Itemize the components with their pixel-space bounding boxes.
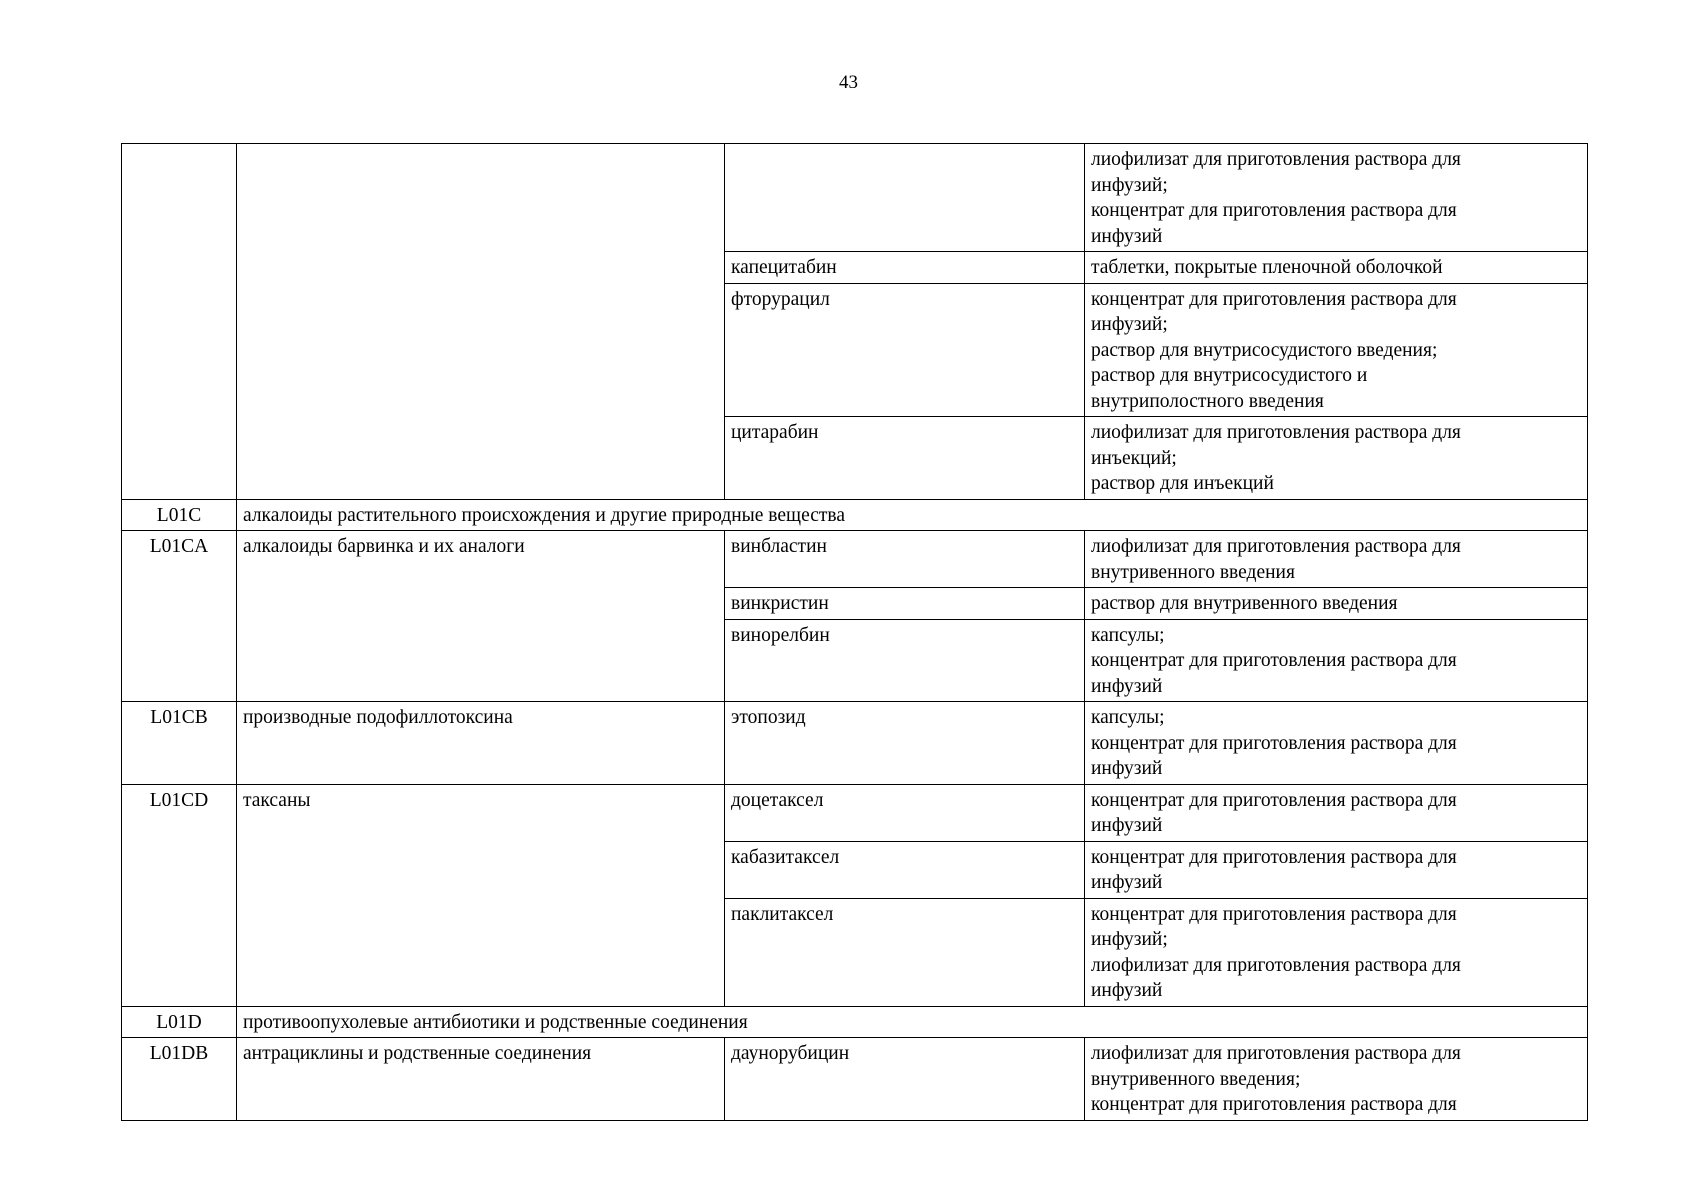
form-line: раствор для инъекций	[1091, 473, 1274, 494]
drug-cell: этопозид	[725, 702, 1085, 785]
table-row	[122, 702, 1588, 785]
form-line: инъекций;	[1091, 447, 1177, 469]
form-line: раствор для внутривенного введения	[1091, 593, 1398, 614]
form-line: инфузий;	[1091, 174, 1168, 196]
form-cell	[1085, 417, 1588, 500]
form-cell	[1085, 588, 1588, 620]
atc-code-cell: L01DB	[122, 1038, 237, 1121]
form-line: инфузий;	[1091, 314, 1168, 335]
form-line: инфузий	[1091, 872, 1163, 893]
group-heading-cell: алкалоиды растительного происхождения и другие природные вещества	[237, 499, 1588, 531]
form-line: концентрат для приготовления раствора для	[1091, 650, 1457, 671]
group-cell: производные подофиллотоксина	[237, 702, 725, 785]
form-line: лиофилизат для приготовления раствора для	[1091, 149, 1461, 170]
group-cell: антрациклины и родственные соединения	[237, 1038, 725, 1121]
form-cell	[1085, 283, 1588, 417]
drug-table	[121, 143, 1588, 1121]
form-line: концентрат для приготовления раствора для	[1091, 732, 1457, 754]
form-line: таблетки, покрытые пленочной оболочкой	[1091, 257, 1443, 278]
form-cell	[1085, 1038, 1588, 1121]
form-cell	[1085, 702, 1588, 785]
atc-code-cell: L01CB	[122, 702, 237, 785]
page-number: 43	[839, 72, 858, 93]
form-line: инфузий	[1091, 675, 1163, 697]
form-line: инфузий	[1091, 225, 1163, 247]
form-cell	[1085, 619, 1588, 702]
form-line: концентрат для приготовления раствора для	[1091, 1094, 1457, 1115]
group-heading-cell: противоопухолевые антибиотики и родственные соединения	[237, 1006, 1588, 1038]
form-line: инфузий	[1091, 758, 1163, 779]
drug-cell: кабазитаксел	[725, 841, 1085, 898]
form-line: концентрат для приготовления раствора для	[1091, 288, 1457, 310]
drug-cell: цитарабин	[725, 417, 1085, 500]
form-line: лиофилизат для приготовления раствора для	[1091, 536, 1461, 557]
form-line: внутриполостного введения	[1091, 390, 1324, 412]
table-row	[122, 1006, 1588, 1038]
drug-cell: винкристин	[725, 588, 1085, 620]
form-cell	[1085, 531, 1588, 588]
form-line: внутривенного введения;	[1091, 1068, 1301, 1090]
drug-cell: паклитаксел	[725, 898, 1085, 1006]
drug-cell: винбластин	[725, 531, 1085, 588]
table-row	[122, 144, 1588, 252]
table-row	[122, 499, 1588, 531]
drug-cell: капецитабин	[725, 252, 1085, 284]
form-line: раствор для внутрисосудистого введения;	[1091, 339, 1438, 361]
form-cell	[1085, 841, 1588, 898]
form-line: концентрат для приготовления раствора для	[1091, 903, 1457, 925]
drug-cell: фторурацил	[725, 283, 1085, 417]
form-line: лиофилизат для приготовления раствора для	[1091, 1043, 1461, 1064]
table-row	[122, 531, 1588, 588]
form-line: инфузий;	[1091, 929, 1168, 950]
drug-cell	[725, 144, 1085, 252]
form-line: концентрат для приготовления раствора для	[1091, 200, 1457, 221]
drug-cell: винорелбин	[725, 619, 1085, 702]
group-cell: алкалоиды барвинка и их аналоги	[237, 531, 725, 702]
atc-code-cell	[122, 144, 237, 500]
drug-cell: доцетаксел	[725, 784, 1085, 841]
form-line: лиофилизат для приготовления раствора для	[1091, 422, 1461, 443]
form-line: инфузий	[1091, 815, 1163, 836]
drug-cell: даунорубицин	[725, 1038, 1085, 1121]
form-line: капсулы;	[1091, 707, 1165, 728]
atc-code-cell: L01CD	[122, 784, 237, 1006]
form-line: концентрат для приготовления раствора для	[1091, 846, 1457, 868]
form-line: внутривенного введения	[1091, 561, 1295, 583]
form-cell	[1085, 898, 1588, 1006]
form-line: концентрат для приготовления раствора для	[1091, 789, 1457, 811]
form-line: раствор для внутрисосудистого и	[1091, 365, 1368, 386]
form-cell	[1085, 252, 1588, 284]
group-cell	[237, 144, 725, 500]
table-row	[122, 1038, 1588, 1121]
group-cell: таксаны	[237, 784, 725, 1006]
form-cell	[1085, 784, 1588, 841]
form-line: лиофилизат для приготовления раствора для	[1091, 954, 1461, 976]
form-cell	[1085, 144, 1588, 252]
atc-code-cell: L01CA	[122, 531, 237, 702]
atc-code-cell: L01C	[122, 499, 237, 531]
atc-code-cell: L01D	[122, 1006, 237, 1038]
form-line: инфузий	[1091, 980, 1163, 1001]
form-line: капсулы;	[1091, 624, 1165, 646]
table-row	[122, 784, 1588, 841]
